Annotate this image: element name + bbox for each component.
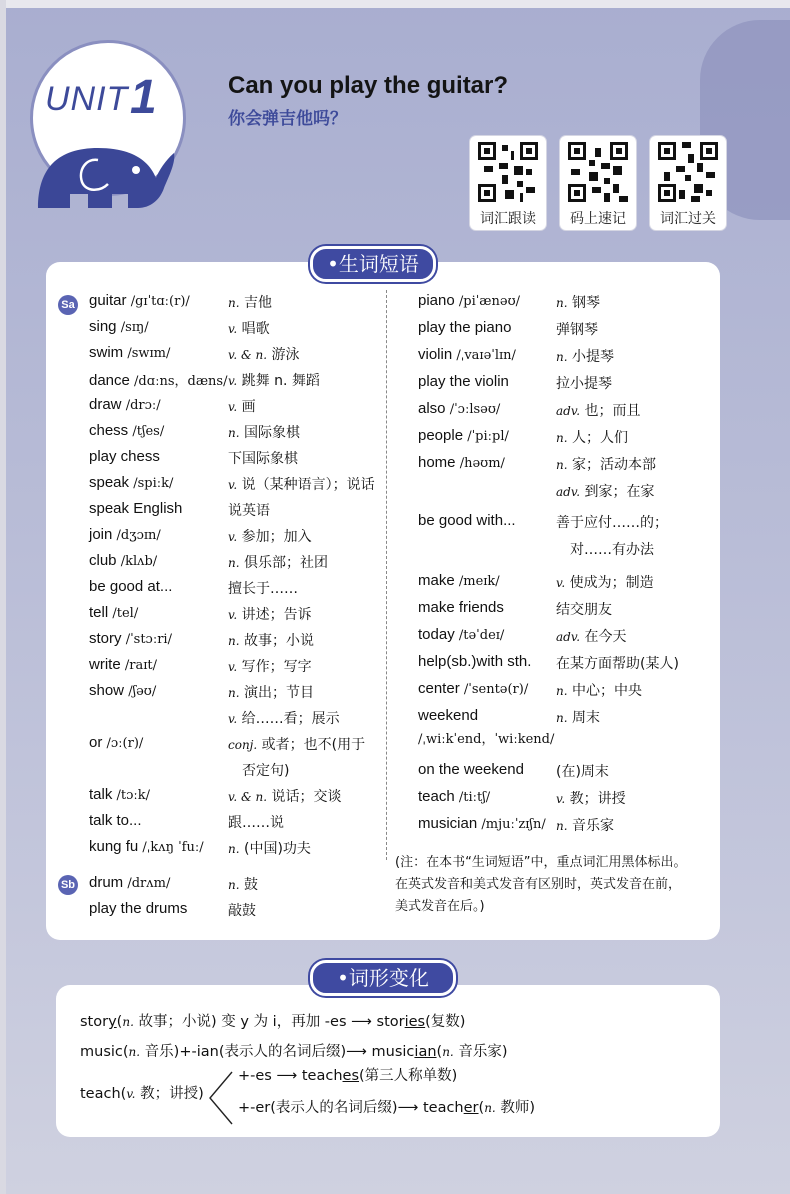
phonetic-text: /spiːk/ xyxy=(133,476,174,491)
top-edge xyxy=(0,0,790,8)
meaning-text: 说（某种语言）；说话 xyxy=(241,477,375,493)
part-of-speech: v. xyxy=(228,400,238,414)
word-text: be good with... xyxy=(418,512,516,529)
part-of-speech: v. xyxy=(228,660,238,674)
part-of-speech: n. xyxy=(556,684,568,698)
section-a-badge: Sa xyxy=(58,295,78,315)
word-text: talk xyxy=(89,786,113,803)
note-line: (注：在本书“生词短语”中，重点词汇用黑体标出。 xyxy=(395,855,687,870)
phonetic-text: /ˌkʌŋ ˈfuː/ xyxy=(142,840,204,855)
phonetic-text: /tel/ xyxy=(112,606,139,621)
vocab-word xyxy=(89,370,227,389)
meaning-text: 到家；在家 xyxy=(584,484,655,500)
part-of-speech: adv. xyxy=(556,485,581,499)
elephant-icon xyxy=(28,108,178,218)
vocab-meaning xyxy=(556,373,612,393)
meaning-text: 俱乐部；社团 xyxy=(244,555,328,571)
word-text: sing xyxy=(89,318,117,335)
phonetic-text: /ˈpiːpl/ xyxy=(467,429,509,444)
text: music( xyxy=(80,1044,129,1060)
text: v. xyxy=(126,1087,136,1101)
word-text: play the piano xyxy=(418,319,512,336)
meaning-text: 吉他 xyxy=(244,295,272,311)
word-text: help(sb.)with sth. xyxy=(418,653,532,670)
meaning-text: 游泳 xyxy=(271,347,300,363)
text: ( xyxy=(116,1014,123,1030)
phonetic-text: /dɑːns，dæns/ xyxy=(134,374,228,389)
meaning-text: 或者；也不(用于 xyxy=(261,737,366,753)
phonetic-text: /tiːtʃ/ xyxy=(458,790,491,805)
vocab-meaning xyxy=(228,422,300,442)
wordform-row-story xyxy=(80,1010,465,1031)
meaning-text: 人；人们 xyxy=(572,430,628,446)
text: (第三人称单数) xyxy=(359,1068,458,1084)
text: ( xyxy=(478,1100,485,1116)
phonetic-text: /həʊm/ xyxy=(459,456,505,471)
part-of-speech: v. xyxy=(556,792,566,806)
word-text: swim xyxy=(89,344,124,361)
word-text: tell xyxy=(89,604,109,621)
vocab-meaning xyxy=(570,539,654,559)
vocab-meaning xyxy=(228,682,314,702)
qr-code-vocab-test[interactable] xyxy=(650,136,726,230)
vocab-meaning xyxy=(556,512,668,532)
phonetic-text: /gɪˈtɑː(r)/ xyxy=(130,294,190,309)
phonetic-text: /təˈdeɪ/ xyxy=(458,628,505,643)
meaning-text: 善于应付……的； xyxy=(556,515,668,531)
vocab-word xyxy=(418,761,524,778)
vocab-word xyxy=(89,448,160,465)
word-text: show xyxy=(89,682,125,699)
qr-label: 词汇过关 xyxy=(660,211,716,227)
vocab-meaning xyxy=(228,656,312,676)
meaning-text: 说话；交谈 xyxy=(271,789,342,805)
phonetic-text: /drɔː/ xyxy=(125,398,161,413)
text: +-es ⟶ teach xyxy=(238,1068,343,1084)
meaning-text: 下国际象棋 xyxy=(228,451,298,467)
phonetic-text: /meɪk/ xyxy=(458,574,500,589)
word-text: guitar xyxy=(89,292,127,309)
part-of-speech: n. xyxy=(556,431,568,445)
word-text: make friends xyxy=(418,599,504,616)
vocab-word xyxy=(89,682,156,699)
word-text: story xyxy=(89,630,122,647)
part-of-speech: n. xyxy=(228,878,240,892)
text: er xyxy=(463,1100,479,1116)
meaning-text: 在某方面帮助(某人) xyxy=(556,656,679,672)
vocab-meaning xyxy=(556,400,640,420)
vocab-meaning xyxy=(556,788,626,808)
vocab-word xyxy=(418,512,516,529)
vocab-word xyxy=(89,656,157,673)
part-of-speech: adv. xyxy=(556,630,581,644)
wordform-row-teaches xyxy=(238,1064,457,1085)
meaning-text: (在)周末 xyxy=(556,764,609,780)
phonetic-text: /ˌwiːkˈend，ˈwiːkend/ xyxy=(418,732,555,747)
vocab-word xyxy=(418,427,509,444)
word-text: today xyxy=(418,626,455,643)
vocab-meaning xyxy=(556,653,679,673)
part-of-speech: n. xyxy=(556,296,568,310)
vocab-word xyxy=(418,454,505,471)
vocab-meaning xyxy=(556,680,642,700)
vocab-word xyxy=(418,626,504,643)
meaning-text: 教；讲授 xyxy=(569,791,626,807)
note-line: 在英式发音和美式发音有区别时，英式发音在前， xyxy=(395,877,682,892)
part-of-speech: n. xyxy=(228,634,240,648)
word-text: piano xyxy=(418,292,455,309)
unit-label: UNIT xyxy=(45,80,129,118)
note-line: 美式发音在后。) xyxy=(395,899,485,914)
vocab-word xyxy=(89,526,161,543)
text: n. xyxy=(128,1045,141,1059)
vocab-word xyxy=(418,373,509,390)
vocab-word xyxy=(89,734,143,751)
vocab-meaning xyxy=(556,815,614,835)
phonetic-text: /ˈstɔːri/ xyxy=(125,632,172,647)
vocab-word xyxy=(418,572,500,589)
unit-title-en: Can you play the guitar? xyxy=(228,72,509,99)
part-of-speech: v. & n. xyxy=(228,348,268,362)
meaning-text: 中心；中央 xyxy=(572,683,642,699)
qr-code-vocab-read[interactable] xyxy=(470,136,546,230)
word-text: speak xyxy=(89,474,130,491)
meaning-text: 演出；节目 xyxy=(244,685,314,701)
part-of-speech: n. xyxy=(228,686,240,700)
vocab-meaning xyxy=(556,572,654,592)
part-of-speech: v. xyxy=(228,374,238,388)
vocab-word xyxy=(89,630,172,647)
vocab-word xyxy=(89,500,182,517)
word-text: violin xyxy=(418,346,453,363)
text: n. xyxy=(442,1045,454,1059)
vocab-meaning xyxy=(556,319,598,339)
vocab-word xyxy=(418,728,554,747)
vocab-meaning xyxy=(228,552,328,572)
text: teach( xyxy=(80,1086,127,1102)
meaning-text: 敲鼓 xyxy=(228,903,256,919)
part-of-speech: v. xyxy=(228,478,238,492)
meaning-text: 家；活动本部 xyxy=(572,457,656,473)
vocab-word xyxy=(89,900,187,917)
vocab-word xyxy=(89,552,157,569)
vocab-word xyxy=(89,396,161,413)
word-text: drum xyxy=(89,874,124,891)
word-text: write xyxy=(89,656,121,673)
vocab-word xyxy=(418,400,500,417)
meaning-text: 说英语 xyxy=(228,503,270,519)
word-text: also xyxy=(418,400,446,417)
part-of-speech: n. xyxy=(228,842,240,856)
vocab-word xyxy=(89,874,170,891)
part-of-speech: v. xyxy=(228,712,238,726)
vocab-meaning xyxy=(556,427,628,447)
word-text: play the drums xyxy=(89,900,188,917)
part-of-speech: n. xyxy=(228,426,240,440)
vocab-meaning xyxy=(228,630,314,650)
vocab-meaning xyxy=(556,292,600,312)
wordform-row-teacher xyxy=(238,1096,535,1117)
word-text: kung fu xyxy=(89,838,139,855)
vocab-meaning xyxy=(228,500,270,520)
vocab-meaning xyxy=(556,707,600,727)
phonetic-text: /tɔːk/ xyxy=(116,788,151,803)
meaning-text: 写作；写字 xyxy=(241,659,312,675)
text: 音乐)+-ian(表示人的名词后缀)⟶ music xyxy=(140,1044,415,1060)
qr-code-memorize[interactable] xyxy=(560,136,636,230)
vocab-word xyxy=(89,578,172,595)
meaning-text: 小提琴 xyxy=(572,349,614,365)
part-of-speech: conj. xyxy=(228,738,258,752)
part-of-speech: v. xyxy=(228,322,238,336)
word-text: musician xyxy=(418,815,478,832)
text: es xyxy=(342,1068,360,1084)
vocab-meaning xyxy=(228,448,298,468)
section-b-badge: Sb xyxy=(58,875,78,895)
word-text: chess xyxy=(89,422,129,439)
meaning-text: 给……看；展示 xyxy=(241,711,340,727)
vocab-word xyxy=(89,604,138,621)
phonetic-text: /ˈɔːlsəʊ/ xyxy=(449,402,501,417)
meaning-text: 跟……说 xyxy=(228,815,284,831)
vocab-word xyxy=(418,788,490,805)
phonetic-text: /ˈsentə(r)/ xyxy=(463,682,529,697)
vocab-word xyxy=(418,707,478,724)
vocab-section-title: •生词短语 xyxy=(310,246,436,282)
word-text: teach xyxy=(418,788,455,805)
phonetic-text: /swɪm/ xyxy=(127,346,171,361)
word-text: play chess xyxy=(89,448,160,465)
part-of-speech: n. xyxy=(556,819,568,833)
vocab-meaning xyxy=(228,474,375,494)
meaning-text: 跳舞 n. 舞蹈 xyxy=(241,373,320,389)
phonetic-text: /klʌb/ xyxy=(120,554,158,569)
phonetic-text: /tʃes/ xyxy=(132,424,165,439)
column-divider xyxy=(386,290,387,860)
meaning-text: 弹钢琴 xyxy=(556,322,598,338)
vocab-word xyxy=(418,346,516,363)
qr-icon xyxy=(658,142,718,202)
left-edge xyxy=(0,0,6,1194)
vocab-word xyxy=(89,838,204,855)
meaning-text: 擅长于…… xyxy=(228,581,298,597)
vocab-word xyxy=(418,319,511,336)
meaning-text: 画 xyxy=(241,399,256,415)
meaning-text: (中国)功夫 xyxy=(244,841,311,857)
meaning-text: 参加；加入 xyxy=(241,529,312,545)
word-text: play the violin xyxy=(418,373,509,390)
meaning-text: 也；而且 xyxy=(584,403,641,419)
word-text: people xyxy=(418,427,464,444)
meaning-text: 使成为；制造 xyxy=(569,575,654,591)
vocab-note xyxy=(395,852,715,918)
phonetic-text: /ˌvaɪəˈlɪn/ xyxy=(456,348,516,363)
vocab-meaning xyxy=(556,346,614,366)
phonetic-text: /piˈænəʊ/ xyxy=(458,294,521,309)
vocab-meaning xyxy=(228,838,311,858)
text: +-er(表示人的名词后缀)⟶ teach xyxy=(238,1100,464,1116)
meaning-text: 故事；小说 xyxy=(244,633,314,649)
vocab-meaning xyxy=(228,734,365,754)
part-of-speech: n. xyxy=(228,556,240,570)
meaning-text: 否定句) xyxy=(242,763,290,779)
word-text: weekend xyxy=(418,707,479,724)
vocab-word xyxy=(418,680,528,697)
qr-label: 码上速记 xyxy=(570,211,626,227)
branch-bracket-icon xyxy=(206,1070,234,1126)
text: 教师) xyxy=(495,1100,536,1116)
text: n. xyxy=(122,1015,134,1029)
word-text: or xyxy=(89,734,103,751)
vocab-meaning xyxy=(228,812,284,832)
vocab-meaning xyxy=(228,344,299,364)
part-of-speech: v. & n. xyxy=(228,790,268,804)
text: ian xyxy=(414,1044,437,1060)
part-of-speech: v. xyxy=(228,608,238,622)
vocab-word xyxy=(418,815,546,832)
phonetic-text: /dʒɔɪn/ xyxy=(116,528,161,543)
word-text: be good at... xyxy=(89,578,173,595)
vocab-word xyxy=(89,422,164,439)
meaning-text: 讲述；告诉 xyxy=(241,607,312,623)
word-text: draw xyxy=(89,396,122,413)
text: 音乐家) xyxy=(453,1044,508,1060)
vocab-word xyxy=(89,812,142,829)
vocab-meaning xyxy=(228,786,341,806)
word-text: speak English xyxy=(89,500,183,517)
unit-number: 1 xyxy=(130,71,157,124)
vocab-meaning xyxy=(228,708,340,728)
meaning-text: 音乐家 xyxy=(572,818,614,834)
vocab-meaning xyxy=(228,874,258,894)
vocab-meaning xyxy=(228,396,256,416)
text: n. xyxy=(484,1101,496,1115)
meaning-text: 鼓 xyxy=(244,877,258,893)
word-text: home xyxy=(418,454,456,471)
phonetic-text: /ɔː(r)/ xyxy=(106,736,144,751)
wordform-row-music xyxy=(80,1040,508,1061)
part-of-speech: v. xyxy=(228,530,238,544)
wordform-row-teach xyxy=(80,1082,204,1103)
vocab-word xyxy=(89,318,149,335)
text: 教；讲授) xyxy=(135,1086,204,1102)
word-text: talk to... xyxy=(89,812,142,829)
meaning-text: 在今天 xyxy=(584,629,627,645)
meaning-text: 结交朋友 xyxy=(556,602,612,618)
vocab-word xyxy=(89,786,150,803)
vocab-meaning xyxy=(228,578,298,598)
qr-icon xyxy=(478,142,538,202)
unit-title-zh: 你会弹吉他吗？ xyxy=(228,109,347,128)
phonetic-text: /sɪŋ/ xyxy=(120,320,149,335)
vocab-word xyxy=(418,292,520,309)
phonetic-text: /mjuːˈzɪʃn/ xyxy=(481,817,546,832)
wordform-section-title: •词形变化 xyxy=(310,960,456,996)
meaning-text: 国际象棋 xyxy=(244,425,300,441)
text: ies xyxy=(404,1014,426,1030)
part-of-speech: n. xyxy=(228,296,240,310)
part-of-speech: n. xyxy=(556,711,568,725)
word-text: on the weekend xyxy=(418,761,524,778)
vocab-meaning xyxy=(556,454,656,474)
text: y xyxy=(108,1014,117,1030)
vocab-meaning xyxy=(556,761,609,781)
vocab-meaning xyxy=(228,526,312,546)
word-text: club xyxy=(89,552,117,569)
meaning-text: 周末 xyxy=(572,710,600,726)
part-of-speech: n. xyxy=(556,350,568,364)
phonetic-text: /raɪt/ xyxy=(124,658,157,673)
text: (复数) xyxy=(425,1014,466,1030)
meaning-text: 钢琴 xyxy=(572,295,600,311)
part-of-speech: adv. xyxy=(556,404,581,418)
vocab-word xyxy=(89,292,190,309)
qr-icon xyxy=(568,142,628,202)
word-text: dance xyxy=(89,372,130,389)
vocab-meaning xyxy=(556,626,626,646)
meaning-text: 对……有办法 xyxy=(570,542,654,558)
vocab-word xyxy=(89,344,170,361)
vocab-meaning xyxy=(228,900,256,920)
vocab-word xyxy=(418,653,531,670)
part-of-speech: v. xyxy=(556,576,566,590)
vocab-meaning xyxy=(228,604,312,624)
vocab-meaning xyxy=(556,481,654,501)
word-text: center xyxy=(418,680,460,697)
vocab-meaning xyxy=(556,599,612,619)
qr-label: 词汇跟读 xyxy=(480,211,536,227)
word-text: join xyxy=(89,526,113,543)
vocab-meaning xyxy=(242,760,289,780)
text: stor xyxy=(80,1014,109,1030)
vocab-meaning xyxy=(228,292,272,312)
vocab-meaning xyxy=(228,318,270,338)
vocab-word xyxy=(418,599,504,616)
meaning-text: 唱歌 xyxy=(241,321,270,337)
text: 故事；小说) 变 y 为 i，再加 -es ⟶ stor xyxy=(133,1014,405,1030)
vocab-meaning xyxy=(228,370,320,390)
text: ( xyxy=(436,1044,443,1060)
word-text: make xyxy=(418,572,455,589)
part-of-speech: n. xyxy=(556,458,568,472)
phonetic-text: /drʌm/ xyxy=(127,876,171,891)
vocab-word xyxy=(89,474,173,491)
phonetic-text: /ʃəʊ/ xyxy=(128,684,157,699)
meaning-text: 拉小提琴 xyxy=(556,376,612,392)
